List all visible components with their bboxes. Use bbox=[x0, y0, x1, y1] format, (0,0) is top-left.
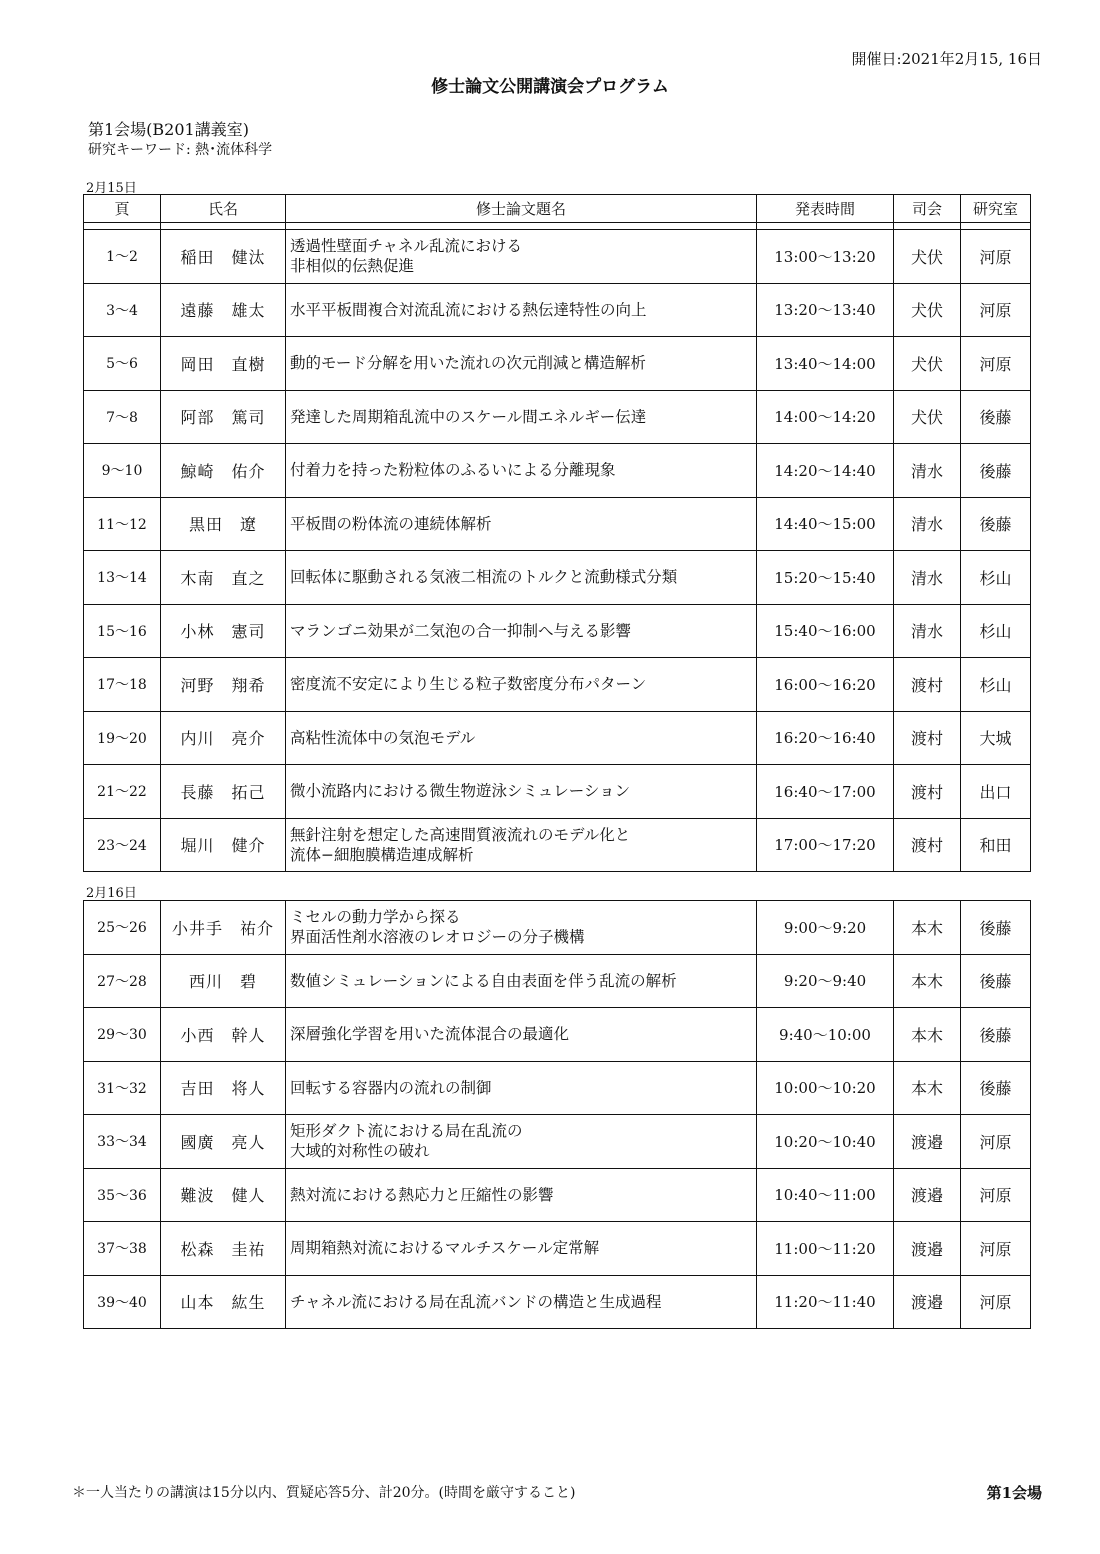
presenter-name: 小西 幹人 bbox=[161, 1008, 286, 1062]
page-range: 37～38 bbox=[84, 1222, 161, 1276]
table-row bbox=[84, 497, 1031, 551]
thesis-title-line1: 動的モード分解を用いた流れの次元削減と構造解析 bbox=[290, 354, 646, 373]
presentation-time: 16:40～17:00 bbox=[757, 765, 894, 819]
thesis-title bbox=[286, 1061, 757, 1115]
laboratory: 杉山 bbox=[961, 604, 1031, 658]
page-range: 13～14 bbox=[84, 551, 161, 605]
thesis-title bbox=[286, 1168, 757, 1222]
thesis-title-line1: 透過性壁面チャネル乱流における bbox=[290, 237, 523, 256]
thesis-title-line1: 深層強化学習を用いた流体混合の最適化 bbox=[290, 1025, 570, 1044]
page-range: 39～40 bbox=[84, 1275, 161, 1329]
page-range: 23～24 bbox=[84, 818, 161, 872]
laboratory: 河原 bbox=[961, 1222, 1031, 1276]
thesis-title-line1: 無針注射を想定した高速間質液流れのモデル化と bbox=[290, 825, 631, 844]
page-range: 15～16 bbox=[84, 604, 161, 658]
presentation-time: 15:20～15:40 bbox=[757, 551, 894, 605]
table-row bbox=[84, 604, 1031, 658]
thesis-title bbox=[286, 1222, 757, 1276]
thesis-title-line1: 水平平板間複合対流乱流における熱伝達特性の向上 bbox=[290, 300, 647, 319]
chairperson: 犬伏 bbox=[894, 337, 961, 391]
presentation-time: 10:40～11:00 bbox=[757, 1168, 894, 1222]
table-row bbox=[84, 230, 1031, 284]
thesis-title-line1: 回転体に駆動される気液二相流のトルクと流動様式分類 bbox=[290, 568, 678, 587]
thesis-title-line1: 高粘性流体中の気泡モデル bbox=[290, 728, 476, 747]
thesis-title-line1: 密度流不安定により生じる粒子数密度分布パターン bbox=[290, 675, 647, 694]
table-row bbox=[84, 1222, 1031, 1276]
laboratory: 後藤 bbox=[961, 390, 1031, 444]
presenter-name: 黒田 遼 bbox=[161, 497, 286, 551]
thesis-title bbox=[286, 954, 757, 1008]
presentation-time: 11:20～11:40 bbox=[757, 1275, 894, 1329]
chairperson: 犬伏 bbox=[894, 230, 961, 284]
chairperson: 本木 bbox=[894, 901, 961, 955]
presentation-time: 10:00～10:20 bbox=[757, 1061, 894, 1115]
table-row bbox=[84, 337, 1031, 391]
chairperson: 渡邉 bbox=[894, 1275, 961, 1329]
thesis-title bbox=[286, 444, 757, 498]
presenter-name: 堀川 健介 bbox=[161, 818, 286, 872]
footnote: ＊一人当たりの講演は15分以内、質疑応答5分、計20分。(時間を厳守すること) bbox=[72, 1485, 576, 1501]
page-title: 修士論文公開講演会プログラム bbox=[431, 77, 669, 97]
presenter-name: 河野 翔希 bbox=[161, 658, 286, 712]
col-header-page: 頁 bbox=[84, 195, 161, 223]
thesis-title bbox=[286, 658, 757, 712]
laboratory: 河原 bbox=[961, 1275, 1031, 1329]
laboratory: 河原 bbox=[961, 1115, 1031, 1169]
thesis-title-line1: ミセルの動力学から探る bbox=[290, 908, 461, 927]
thesis-title-line1: 発達した周期箱乱流中のスケール間エネルギー伝達 bbox=[290, 407, 647, 426]
page-range: 7～8 bbox=[84, 390, 161, 444]
table-header-row bbox=[84, 195, 1031, 223]
page-range: 35～36 bbox=[84, 1168, 161, 1222]
thesis-title-line1: 熱対流における熱応力と圧縮性の影響 bbox=[290, 1185, 554, 1204]
page-range: 11～12 bbox=[84, 497, 161, 551]
venue-label: 第1会場(B201講義室) bbox=[88, 120, 249, 139]
presenter-name: 内川 亮介 bbox=[161, 711, 286, 765]
chairperson: 清水 bbox=[894, 551, 961, 605]
chairperson: 渡邉 bbox=[894, 1115, 961, 1169]
laboratory: 出口 bbox=[961, 765, 1031, 819]
thesis-title-line1: チャネル流における局在乱流バンドの構造と生成過程 bbox=[290, 1292, 662, 1311]
presenter-name: 吉田 将人 bbox=[161, 1061, 286, 1115]
presentation-time: 11:00～11:20 bbox=[757, 1222, 894, 1276]
table-row bbox=[84, 390, 1031, 444]
presentation-time: 14:40～15:00 bbox=[757, 497, 894, 551]
laboratory: 後藤 bbox=[961, 444, 1031, 498]
page-range: 9～10 bbox=[84, 444, 161, 498]
thesis-title-line1: 微小流路内における微生物遊泳シミュレーション bbox=[290, 782, 631, 801]
thesis-title bbox=[286, 818, 757, 872]
thesis-title bbox=[286, 230, 757, 284]
thesis-title bbox=[286, 711, 757, 765]
table-row bbox=[84, 1061, 1031, 1115]
presenter-name: 山本 紘生 bbox=[161, 1275, 286, 1329]
chairperson: 清水 bbox=[894, 444, 961, 498]
table-row bbox=[84, 954, 1031, 1008]
presenter-name: 稲田 健汰 bbox=[161, 230, 286, 284]
presenter-name: 國廣 亮人 bbox=[161, 1115, 286, 1169]
day1-label: 2月15日 bbox=[86, 181, 137, 196]
thesis-title-line2: 大域的対称性の破れ bbox=[290, 1142, 430, 1161]
laboratory: 後藤 bbox=[961, 1008, 1031, 1062]
thesis-title-line1: 回転する容器内の流れの制御 bbox=[290, 1078, 492, 1097]
thesis-title-line2: 非相似的伝熱促進 bbox=[290, 257, 415, 276]
page-range: 1～2 bbox=[84, 230, 161, 284]
thesis-title-line2: 界面活性剤水溶液のレオロジーの分子機構 bbox=[290, 928, 585, 947]
chairperson: 本木 bbox=[894, 954, 961, 1008]
page-range: 5～6 bbox=[84, 337, 161, 391]
research-keywords: 研究キーワード: 熱･流体科学 bbox=[88, 142, 273, 158]
presentation-time: 9:20～9:40 bbox=[757, 954, 894, 1008]
table-row bbox=[84, 444, 1031, 498]
day2-label: 2月16日 bbox=[86, 886, 137, 901]
chairperson: 渡村 bbox=[894, 711, 961, 765]
table-row bbox=[84, 1168, 1031, 1222]
presenter-name: 遠藤 雄太 bbox=[161, 283, 286, 337]
page-range: 29～30 bbox=[84, 1008, 161, 1062]
chairperson: 清水 bbox=[894, 604, 961, 658]
thesis-title-line1: 平板間の粉体流の連続体解析 bbox=[290, 514, 492, 533]
thesis-title-line1: 周期箱熱対流におけるマルチスケール定常解 bbox=[290, 1239, 600, 1258]
table-row bbox=[84, 283, 1031, 337]
presenter-name: 木南 直之 bbox=[161, 551, 286, 605]
presenter-name: 鯨崎 佑介 bbox=[161, 444, 286, 498]
thesis-title-line1: 数値シミュレーションによる自由表面を伴う乱流の解析 bbox=[290, 971, 677, 990]
table-row bbox=[84, 551, 1031, 605]
thesis-title bbox=[286, 551, 757, 605]
presenter-name: 西川 碧 bbox=[161, 954, 286, 1008]
chairperson: 清水 bbox=[894, 497, 961, 551]
page-range: 3～4 bbox=[84, 283, 161, 337]
laboratory: 後藤 bbox=[961, 497, 1031, 551]
laboratory: 杉山 bbox=[961, 658, 1031, 712]
presentation-time: 13:20～13:40 bbox=[757, 283, 894, 337]
thesis-title-line1: 矩形ダクト流における局在乱流の bbox=[290, 1122, 523, 1141]
thesis-title-line1: 付着力を持った粉粒体のふるいによる分離現象 bbox=[290, 461, 616, 480]
presenter-name: 岡田 直樹 bbox=[161, 337, 286, 391]
thesis-title bbox=[286, 283, 757, 337]
presentation-time: 9:00～9:20 bbox=[757, 901, 894, 955]
table-row bbox=[84, 711, 1031, 765]
event-date: 開催日:2021年2月15, 16日 bbox=[851, 50, 1042, 68]
thesis-title bbox=[286, 1115, 757, 1169]
laboratory: 後藤 bbox=[961, 1061, 1031, 1115]
col-header-name: 氏名 bbox=[161, 195, 286, 223]
table-row bbox=[84, 1275, 1031, 1329]
col-header-title: 修士論文題名 bbox=[286, 195, 757, 223]
chairperson: 犬伏 bbox=[894, 283, 961, 337]
table-row bbox=[84, 1008, 1031, 1062]
table-row bbox=[84, 658, 1031, 712]
thesis-title bbox=[286, 1275, 757, 1329]
chairperson: 渡村 bbox=[894, 765, 961, 819]
col-header-chair: 司会 bbox=[894, 195, 961, 223]
presenter-name: 小井手 祐介 bbox=[161, 901, 286, 955]
page-range: 19～20 bbox=[84, 711, 161, 765]
chairperson: 渡村 bbox=[894, 818, 961, 872]
thesis-title bbox=[286, 901, 757, 955]
chairperson: 渡邉 bbox=[894, 1168, 961, 1222]
col-header-lab: 研究室 bbox=[961, 195, 1031, 223]
laboratory: 杉山 bbox=[961, 551, 1031, 605]
chairperson: 渡邉 bbox=[894, 1222, 961, 1276]
table-row bbox=[84, 818, 1031, 872]
page-range: 27～28 bbox=[84, 954, 161, 1008]
page-range: 21～22 bbox=[84, 765, 161, 819]
chairperson: 犬伏 bbox=[894, 390, 961, 444]
presentation-time: 14:20～14:40 bbox=[757, 444, 894, 498]
laboratory: 河原 bbox=[961, 1168, 1031, 1222]
table-row bbox=[84, 1115, 1031, 1169]
presentation-time: 16:00～16:20 bbox=[757, 658, 894, 712]
thesis-title bbox=[286, 765, 757, 819]
page-range: 31～32 bbox=[84, 1061, 161, 1115]
thesis-title bbox=[286, 337, 757, 391]
page-range: 17～18 bbox=[84, 658, 161, 712]
laboratory: 河原 bbox=[961, 337, 1031, 391]
schedule-table-day2 bbox=[83, 900, 1031, 1329]
presenter-name: 難波 健人 bbox=[161, 1168, 286, 1222]
thesis-title bbox=[286, 1008, 757, 1062]
thesis-title-line2: 流体−細胞膜構造連成解析 bbox=[290, 845, 474, 864]
schedule-table-day1 bbox=[83, 194, 1031, 872]
presenter-name: 阿部 篤司 bbox=[161, 390, 286, 444]
laboratory: 河原 bbox=[961, 283, 1031, 337]
presenter-name: 松森 圭祐 bbox=[161, 1222, 286, 1276]
presentation-time: 15:40～16:00 bbox=[757, 604, 894, 658]
laboratory: 大城 bbox=[961, 711, 1031, 765]
presentation-time: 13:00～13:20 bbox=[757, 230, 894, 284]
presentation-time: 14:00～14:20 bbox=[757, 390, 894, 444]
thesis-title bbox=[286, 497, 757, 551]
laboratory: 河原 bbox=[961, 230, 1031, 284]
chairperson: 本木 bbox=[894, 1008, 961, 1062]
col-header-time: 発表時間 bbox=[757, 195, 894, 223]
chairperson: 本木 bbox=[894, 1061, 961, 1115]
presenter-name: 小林 憲司 bbox=[161, 604, 286, 658]
laboratory: 後藤 bbox=[961, 901, 1031, 955]
header-spacer bbox=[84, 223, 1031, 230]
laboratory: 後藤 bbox=[961, 954, 1031, 1008]
presentation-time: 10:20～10:40 bbox=[757, 1115, 894, 1169]
thesis-title bbox=[286, 604, 757, 658]
laboratory: 和田 bbox=[961, 818, 1031, 872]
thesis-title-line1: マランゴニ効果が二気泡の合一抑制へ与える影響 bbox=[290, 621, 632, 640]
presentation-time: 9:40～10:00 bbox=[757, 1008, 894, 1062]
page-range: 33～34 bbox=[84, 1115, 161, 1169]
presenter-name: 長藤 拓己 bbox=[161, 765, 286, 819]
presentation-time: 13:40～14:00 bbox=[757, 337, 894, 391]
chairperson: 渡村 bbox=[894, 658, 961, 712]
table-row bbox=[84, 901, 1031, 955]
presentation-time: 17:00～17:20 bbox=[757, 818, 894, 872]
presentation-time: 16:20～16:40 bbox=[757, 711, 894, 765]
footer-venue-label: 第1会場 bbox=[986, 1484, 1042, 1502]
thesis-title bbox=[286, 390, 757, 444]
page-range: 25～26 bbox=[84, 901, 161, 955]
table-row bbox=[84, 765, 1031, 819]
